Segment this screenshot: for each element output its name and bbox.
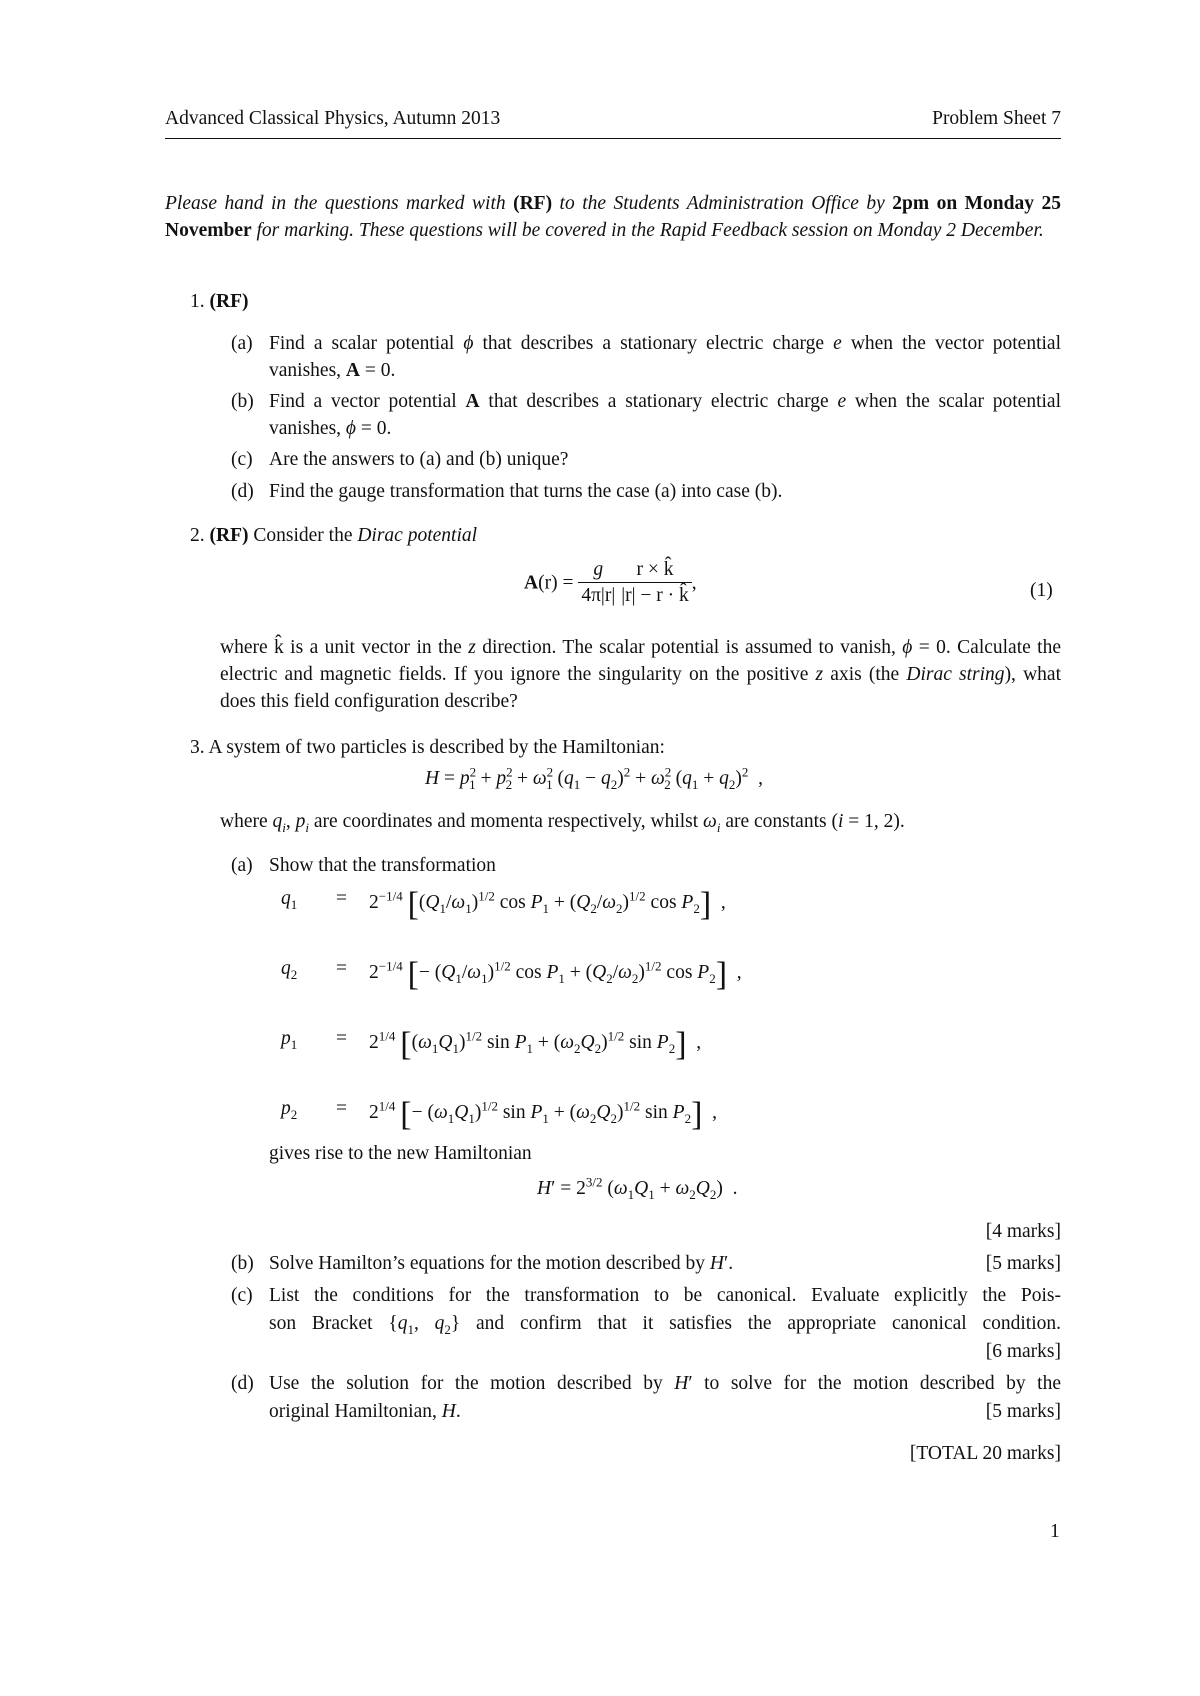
q3c-marks: [6 marks]	[985, 1341, 1061, 1362]
q1c-text: Are the answers to (a) and (b) unique?	[269, 449, 569, 470]
q3b-marks: [5 marks]	[985, 1253, 1061, 1274]
sheet-title: Problem Sheet 7	[932, 108, 1061, 129]
equation-number: (1)	[1030, 580, 1053, 601]
q2-paragraph: where k̂ is a unit vector in the z direction. The scalar potential is assumed to vanish, ϕ = 0. Calculate the electric and magnetic fields. If you ignore the singularity on the positive z axis (the Dirac string), what does this field configuration describe?	[220, 637, 1062, 712]
transform-p2: $p_2$ = $2^{1/4}$ [− $(\omega_1Q_1)^{1/2}$ $\sin P_1 + (\omega_2Q_2)^{1/2}$ $\sin P_2$] ,	[281, 1096, 718, 1133]
page-header	[165, 106, 1061, 139]
question-1-heading: 1. (RF)	[190, 291, 249, 312]
transform-q1: $q_1$ = $2^{-1/4}$ [$(Q_1/\omega_1)^{1/2}$ $\cos P_1 + (Q_2/\omega_2)^{1/2}$ $\cos P_2$] ,	[281, 886, 726, 923]
q3b-text: Solve Hamilton’s equations for the motion described by H′.	[269, 1253, 734, 1274]
dirac-potential-equation: A(r) = $\frac{g}{4\pi|r|}$ $\frac{r \times k̂}{|r| - r \cdot k̂}$ ,	[524, 559, 697, 606]
q3a-gives-text: gives rise to the new Hamiltonian	[269, 1143, 532, 1164]
q3d-marks: [5 marks]	[985, 1401, 1061, 1422]
question-3-heading: 3. A system of two particles is described by the Hamiltonian:	[190, 737, 665, 758]
q1c-label: (c)	[231, 449, 253, 470]
intro-paragraph: Please hand in the questions marked with (RF) to the Students Administration Office by 2pm on Monday 25 November for marking. These questions will be covered in the Rapid Feedback session on Monday 2 December.	[165, 193, 1061, 241]
q3c-label: (c)	[231, 1285, 253, 1306]
q3a-marks: [4 marks]	[985, 1221, 1061, 1242]
q1d-label: (d)	[231, 481, 254, 502]
q3-where-text: where $q_i$, $p_i$ are coordinates and momenta respectively, whilst $\omega_i$ are constants (i = 1, 2).	[220, 811, 905, 835]
q1d-text: Find the gauge transformation that turns the case (a) into case (b).	[269, 481, 783, 502]
page-number: 1	[1050, 1521, 1060, 1542]
q3d-text-line2: original Hamiltonian, H.	[269, 1401, 461, 1422]
q1b-label: (b)	[231, 391, 254, 412]
q3a-text: Show that the transformation	[269, 855, 496, 876]
q3d-label: (d)	[231, 1373, 254, 1394]
q3c-text-line1: List the conditions for the transformation to be canonical. Evaluate explicitly the Pois-	[269, 1285, 1061, 1306]
hamiltonian-equation: $H = p^2_1 + p^2_2 + \omega^2_1$ $(q_1 - q_2)^2 + \omega^2_2$ $(q_1 + q_2)^2$ ,	[425, 764, 764, 792]
question-2-heading: 2. (RF) Consider the Dirac potential	[190, 525, 478, 546]
q3a-label: (a)	[231, 855, 253, 876]
q1a-label: (a)	[231, 333, 253, 354]
q3c-text-line2: son Bracket {$q_1$, $q_2$} and confirm that it satisfies the appropriate canonical condition.	[269, 1313, 1061, 1337]
new-hamiltonian-equation: $H' = 2^{3/2}$ $(\omega_1Q_1 + \omega_2Q_2)$ .	[537, 1174, 738, 1202]
q1a-text: Find a scalar potential ϕ that describes a stationary electric charge e when the vector potential vanishes, A = 0.	[269, 333, 1061, 381]
transform-p1: $p_1$ = $2^{1/4}$ [$(\omega_1Q_1)^{1/2}$ $\sin P_1 + (\omega_2Q_2)^{1/2}$ $\sin P_2$] ,	[281, 1026, 702, 1063]
q3b-label: (b)	[231, 1253, 254, 1274]
q1b-text: Find a vector potential A that describes a stationary electric charge e when the scalar potential vanishes, ϕ = 0.	[269, 391, 1061, 439]
total-marks: [TOTAL 20 marks]	[909, 1443, 1061, 1464]
q3d-text-line1: Use the solution for the motion described by H′ to solve for the motion described by the	[269, 1373, 1061, 1394]
course-title: Advanced Classical Physics, Autumn 2013	[165, 108, 501, 129]
transform-q2: $q_2$ = $2^{-1/4}$ [− $(Q_1/\omega_1)^{1/2}$ $\cos P_1 + (Q_2/\omega_2)^{1/2}$ $\cos P_2$] ,	[281, 956, 742, 993]
